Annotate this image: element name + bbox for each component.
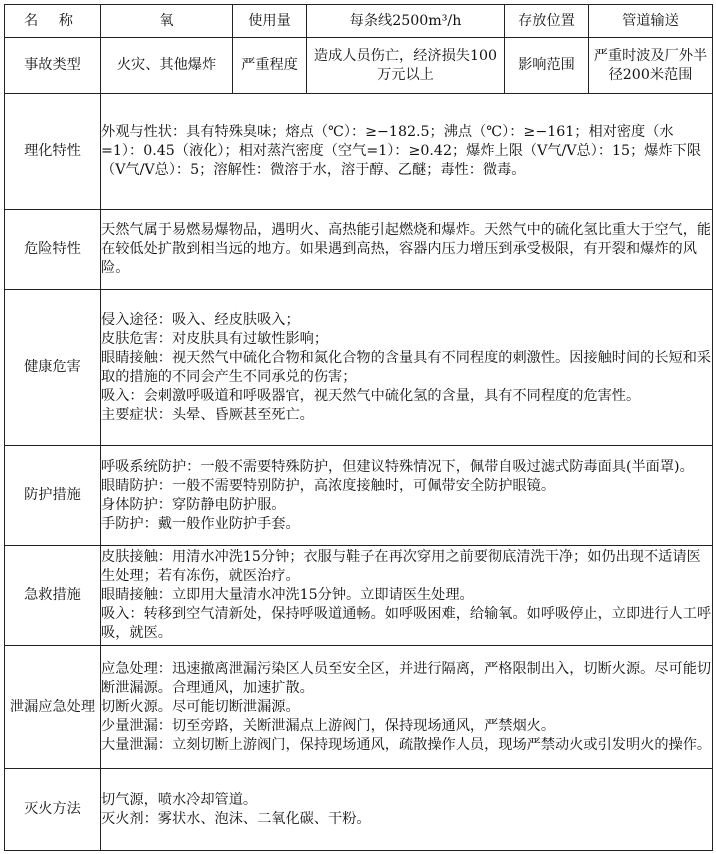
storage-value: 管道输送 — [589, 5, 713, 38]
section-label: 泄漏应急处理 — [5, 646, 101, 769]
section-content — [101, 769, 713, 851]
section-line: 侵入途径：吸入、经皮肤吸入； — [101, 311, 300, 328]
section-line: 切断火源。尽可能切断泄漏源。 — [101, 698, 300, 715]
hazard-info-table — [4, 4, 713, 851]
section-line: 眼睛防护：一般不需要特别防护，高浓度接触时，可佩带安全防护眼镜。 — [101, 477, 556, 494]
section-label: 防护措施 — [5, 446, 101, 546]
scope-value: 严重时波及厂外半径200米范围 — [589, 38, 713, 94]
section-label: 灭火方法 — [5, 769, 101, 851]
section-row-health — [5, 290, 713, 446]
section-line: 皮肤危害：对皮肤具有过敏性影响； — [101, 330, 329, 347]
severity-label: 严重程度 — [233, 38, 307, 94]
section-line: 眼睛接触：立即用大量清水冲洗15分钟。立即请医生处理。 — [101, 587, 474, 603]
section-content — [101, 546, 713, 646]
section-line: 天然气属于易燃易爆物品，遇明火、高热能引起燃烧和爆炸。天然气中的硫化氢比重大于空气，能在较低处扩散到相当远的地方。如果遇到高热，容器内压力增压到承受极限，有开裂和爆炸的风险。 — [101, 222, 712, 276]
storage-label: 存放位置 — [505, 5, 589, 38]
section-row-leak — [5, 646, 713, 769]
section-line: 身体防护：穿防静电防护服。 — [101, 496, 286, 513]
section-line: 呼吸系统防护：一般不需要特殊防护，但建议特殊情况下，佩带自吸过滤式防毒面具(半面罩)。 — [101, 458, 694, 475]
section-line: 少量泄漏：切至旁路，关断泄漏点上游阀门，保持现场通风，严禁烟火。 — [101, 717, 556, 734]
usage-value: 每条线2500m³/h — [307, 5, 505, 38]
section-label: 健康危害 — [5, 290, 101, 446]
section-line: 吸入：会刺激呼吸道和呼吸器官，视天然气中硫化氢的含量，具有不同程度的危害性。 — [101, 387, 641, 404]
section-label: 急救措施 — [5, 546, 101, 646]
severity-value: 造成人员伤亡，经济损失100万元以上 — [307, 38, 505, 94]
section-label: 危险特性 — [5, 210, 101, 290]
section-row-hazard — [5, 210, 713, 290]
header-row — [5, 5, 713, 38]
accident-type-value: 火灾、其他爆炸 — [101, 38, 233, 94]
accident-row — [5, 38, 713, 94]
section-line: 切气源，喷水冷却管道。 — [101, 791, 258, 808]
accident-type-label: 事故类型 — [5, 38, 101, 94]
scope-label: 影响范围 — [505, 38, 589, 94]
section-line: 吸入：转移到空气清新处，保持呼吸道通畅。如呼吸困难，给输氧。如呼吸停止，立即进行人工呼吸，就医。 — [101, 606, 712, 641]
section-line: 大量泄漏：立刻切断上游阀门，保持现场通风，疏散操作人员，现场严禁动火或引发明火的操作。 — [101, 736, 712, 753]
section-content — [101, 94, 713, 210]
usage-label: 使用量 — [233, 5, 307, 38]
section-line: 手防护：戴一般作业防护手套。 — [101, 515, 300, 532]
section-line: 眼睛接触：视天然气中硫化合物和氮化合物的含量具有不同程度的刺激性。因接触时间的长短和采取的措施的不同会产生不同承兑的伤害； — [101, 349, 712, 385]
section-row-physchem — [5, 94, 713, 210]
section-row-fire — [5, 769, 713, 851]
section-label: 理化特性 — [5, 94, 101, 210]
section-content — [101, 290, 713, 446]
section-content — [101, 646, 713, 769]
section-line: 应急处理：迅速撤离泄漏污染区人员至安全区，并进行隔离，严格限制出入，切断火源。尽可能切断泄漏源。合理通风，加速扩散。 — [101, 660, 712, 696]
name-label: 名 称 — [5, 5, 101, 38]
section-line: 外观与性状：具有特殊臭味；熔点（℃）：≥−182.5；沸点（℃）：≥−161；相对密度（水 =1）：0.45（液化）；相对蒸汽密度（空气=1）：≥0.42；爆炸上限（V气/V总）：15；爆炸下限（V气/V总）：5；溶解性：微溶于水，溶于醇、乙醚；毒性：微毒。 — [101, 124, 702, 178]
section-line: 灭火剂：雾状水、泡沫、二氧化碳、干粉。 — [101, 810, 371, 827]
section-content — [101, 210, 713, 290]
section-line: 主要症状：头晕、昏厥甚至死亡。 — [101, 406, 314, 423]
name-value: 氧 — [101, 5, 233, 38]
section-content — [101, 446, 713, 546]
section-row-firstaid — [5, 546, 713, 646]
section-row-protection — [5, 446, 713, 546]
section-line: 皮肤接触：用清水冲洗15分钟；衣服与鞋子在再次穿用之前要彻底清洗干净；如仍出现不适请医生处理；若有冻伤，就医治疗。 — [101, 549, 701, 584]
